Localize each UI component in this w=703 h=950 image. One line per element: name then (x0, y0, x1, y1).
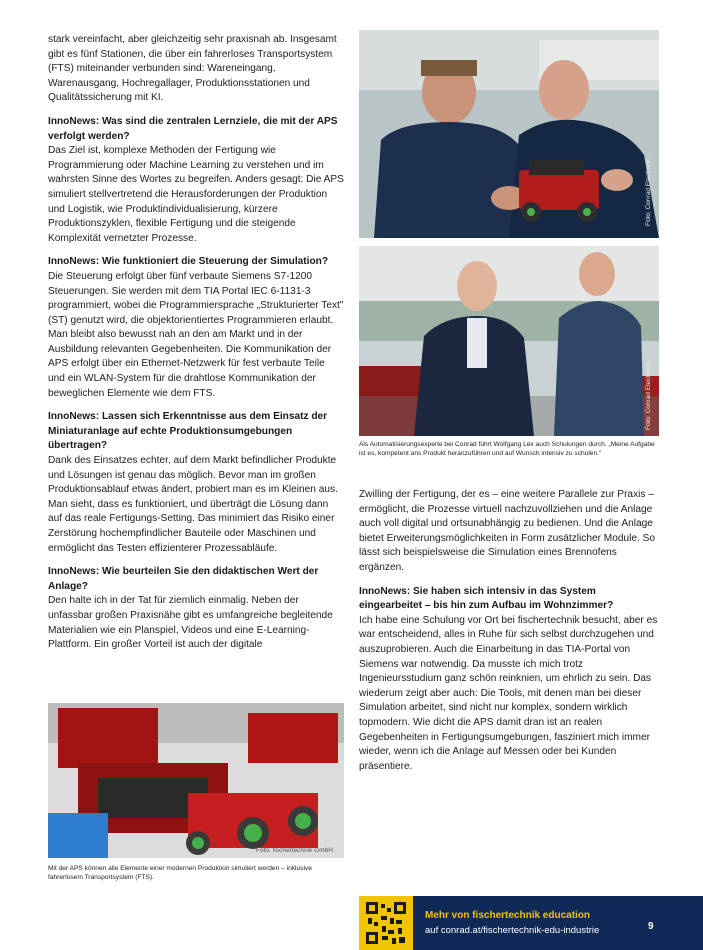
answer-control: Die Steuerung erfolgt über fünf verbaute Siemens S7-1200 Steuerungen. Sie werden mit dem TIA Portal IEC 6-1131-3 programmiert, wobei die Programmiersprache „Strukturierter Text" (ST) genutzt wird, die objektorientiertes Programmieren erlaubt. Man bleibt also bewusst nah an den am Markt und in der Ausbildung relevanten Gegebenheiten. Die Kommunikation der APS erfolgt über ein Ethernet-Netzwerk für fest verbaute Teile und ein WLAN-System für die drahtlose Kommunikation der beweglichen Elemente wie dem FTS. (48, 270, 344, 399)
photo-workshop-men (359, 246, 659, 436)
left-column (48, 33, 344, 653)
photo-credit: Foto: fischertechnik GmbH (256, 847, 333, 854)
question-didactic-value: InnoNews: Wie beurteilen Sie den didaktischen Wert der Anlage? (48, 566, 319, 592)
qr-code-icon (366, 902, 406, 944)
answer-didactic-value: Den halte ich in der Tat für ziemlich einmalig. Neben der unfassbar großen Praxisnähe gibt es umfangreiche begleitende Materialien wie ein Planspiel, Videos und eine E-Learning-Plattform. Ein großer Vorteil ist auch der digitale (48, 595, 333, 651)
question-transfer: InnoNews: Lassen sich Erkenntnisse aus dem Einsatz der Miniaturanlage auf echte Produktionsumgebungen übertragen? (48, 411, 328, 452)
question-intensive-training: InnoNews: Sie haben sich intensiv in das System eingearbeitet – bis hin zum Aufbau im Wohnzimmer? (359, 585, 614, 612)
page-number: 9 (648, 921, 654, 932)
photo-aps-model (48, 703, 344, 858)
photo-credit: Foto: Conrad Electronic (645, 157, 652, 226)
intro-paragraph: stark vereinfacht, aber gleichzeitig sehr praxisnah ab. Insgesamt gibt es fünf Stationen, die über ein fahrerloses Transportsystem (FTS) miteinander verbunden sind: Wareneingang, Warenausgang, Hochregallager, Produktionsstationen und Qualitätssicherung mit KI. (48, 34, 337, 104)
right-column (359, 488, 659, 774)
photo-credit: Foto: Conrad Electronic (645, 361, 652, 430)
footer-link[interactable]: auf conrad.at/fischertechnik-edu-industrie (425, 925, 600, 936)
photo-two-men-robot (359, 30, 659, 238)
answer-learning-goals: Das Ziel ist, komplexe Methoden der Fertigung wie Programmierung oder Machine Learning zu verstehen und im wahrsten Sinne des Wortes zu begreifen. Anders gesagt: Die APS simuliert stellvertretend die Herausforderungen der Produktion und Logistik, wie Produktindividualisierung, kürzere Produktionszyklen, flexible Fertigung und die steigende Komplexität vernetzter Prozesse. (48, 145, 344, 244)
answer-transfer: Dank des Einsatzes echter, auf dem Markt befindlicher Produkte und Lösungen ist genau das möglich. Bevor man im großen Produktionsablauf etwas ändert, probiert man es im Kleinen aus. Man sieht, dass es funktioniert, und überträgt die Lösung dann auf das reale Fertigungs-Setting. Das minimiert das Risiko einer Zerstörung hochempfindlicher Bauteile oder Maschinen und ermöglicht das Testen effizienterer Prozessabläufe. (48, 455, 338, 554)
answer-intensive-training: Ich habe eine Schulung vor Ort bei fischertechnik besucht, aber es war entscheidend, alles in Ruhe für sich selbst durchzugehen und auszuprobieren. Auch die Einarbeitung in das TIA-Portal von Siemens war notwendig. Da musste ich mich trotz Ingenieursstudium ganz schön reinknien, um ehrlich zu sein. Das wiederum zeigt aber auch: Die Tools, mit denen man bei dieser Simulation arbeitet, sind nicht nur komplex, sondern wirklich topmodern. Wie dicht die APS damit dran ist an realen Gegebenheiten in Fertigungsumgebungen, fasziniert mich immer wieder, wenn ich die Anlage auf Messen oder bei Kunden präsentiere. (359, 614, 658, 772)
question-learning-goals: InnoNews: Was sind die zentralen Lernziele, die mit der APS verfolgt werden? (48, 115, 338, 142)
photo-caption: Mit der APS können alle Elemente einer modernen Produktion simuliert werden – inklusive fahrerlosem Transportsystem (FTS). (48, 865, 312, 881)
footer-title: Mehr von fischertechnik education (425, 910, 591, 921)
photo-caption: Als Automatisierungsexperte bei Conrad führt Wolfgang Lex auch Schulungen durch. „Meine Aufgabe ist es, kompetent ans Produkt heranzuführen und auf Wunsch intensiv zu schulen." (359, 441, 655, 457)
question-control: InnoNews: Wie funktioniert die Steuerung der Simulation? (48, 256, 329, 268)
qr-code[interactable] (359, 896, 413, 950)
digital-twin-paragraph: Zwilling der Fertigung, der es – eine weitere Parallele zur Praxis – ermöglicht, die Prozesse virtuell nachzuvollziehen und die Anlage auch voll digital und ortsunabhängig zu bedienen. Und die Anlage bietet Erweiterungsmöglichkeiten in Form zusätzlicher Module. So lässt sich beispielsweise die Simulation eines Brennofens ergänzen. (359, 489, 656, 573)
